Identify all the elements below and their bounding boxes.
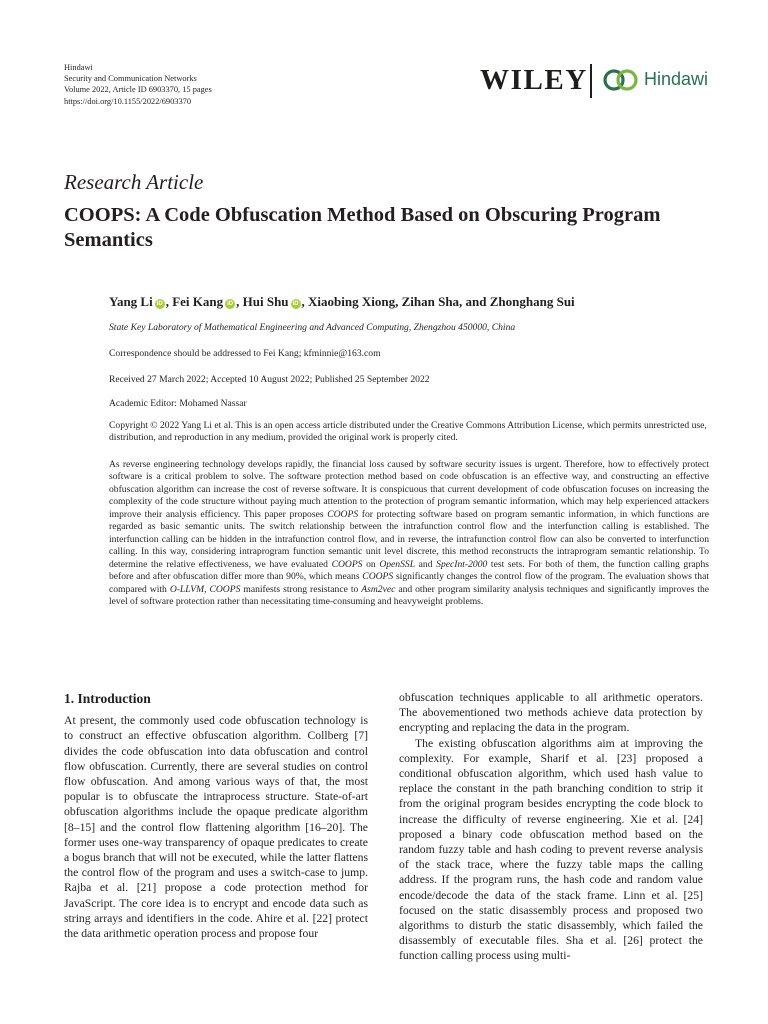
body-paragraph: The existing obfuscation algorithms aim at improving the complexity. For example, Sharif et al. [23] proposed a conditional obfuscation algorithm, which used hash value to replace the constant in the path branching condition to strip it from the original program besides encrypting the code block to increase the difficulty of reverse engineering. Xie et al. [24] proposed a binary code obfuscation method based on the random fuzzy table and hash coding to prevent reverse analysis of the stack trace, where the fuzzy table maps the calling address. If the program runs, the hash code and random value encode/decode the data of the stack frame. Linn et al. [25] focused on the static disassembly process and proposed two algorithms to disturb the static disassembly, which failed the disassembly of executable files. Sha et al. [26] protect the function calling process using multi- [399,736,703,963]
wiley-logo: WILEY [480,64,588,96]
correspondence: Correspondence should be addressed to Fei Kang; kfminnie@163.com [109,348,381,359]
publisher-logos [478,62,710,100]
left-column [64,690,368,941]
logo-divider [590,64,592,98]
abstract: As reverse engineering technology develops rapidly, the financial loss caused by software security issues is urgent. Therefore, how to effectively protect software is a critical problem to solve. The software protection method based on code obfuscation is an effective way, and constructing an effective obfuscation algorithm can increase the cost of reverse software. It is conspicuous that current development of code obfuscation focuses on increasing the complexity of the code structure without paying much attention to the protection of program semantic information, which may help experienced attackers improve their analysis efficiency. This paper proposes COOPS for protecting software based on program semantic information, in which functions are regarded as basic semantic units. The switch relationship between the intrafunction control flow and the interfunction calling is established. The interfunction calling can be hidden in the intrafunction control flow, and in reverse, the intrafunction control flow can also be converted to interfunction calling. In this way, considering intraprogram function semantic unit level discrete, this method reconstructs the intraprogram semantic relationship. To determine the relative effectiveness, we have evaluated COOPS on OpenSSL and SpecInt-2000 test sets. For both of them, the function calling graphs before and after obfuscation differ more than 90%, which means COOPS significantly changes the control flow of the program. The evaluation shows that compared with O-LLVM, COOPS manifests strong resistance to Asm2vec and other program similarity analysis techniques and significantly improves the level of software protection rather than necessitating time-consuming and heavyweight problems. [109,459,710,607]
volume-line: Volume 2022, Article ID 6903370, 15 pages [64,85,212,95]
section-heading: 1. Introduction [64,691,151,706]
affiliation: State Key Laboratory of Mathematical Engineering and Advanced Computing, Zhengzhou 450000, China [109,322,516,333]
orcid-icon[interactable]: iD [156,301,163,307]
journal-name: Security and Communication Networks [64,74,197,84]
academic-editor: Academic Editor: Mohamed Nassar [109,398,247,409]
author-name[interactable]: , Fei Kang [165,294,224,309]
orcid-icon[interactable]: iD [227,301,234,307]
right-column [399,690,703,964]
journal-metadata [64,62,212,107]
doi-link[interactable]: https://doi.org/10.1155/2022/6903370 [64,96,192,106]
hindawi-rings-icon [602,68,640,92]
article-type: Research Article [64,170,204,194]
publisher-name: Hindawi [64,63,93,72]
author-name[interactable]: , Hui Shu [236,294,289,309]
body-paragraph: obfuscation techniques applicable to all arithmetic operators. The abovementioned two methods achieve data protection by encrypting and replacing the data in the program. [399,691,703,735]
author-name[interactable]: Yang Li [109,294,153,309]
author-list [109,294,575,310]
article-title: COOPS: A Code Obfuscation Method Based on Obscuring Program Semantics [64,204,661,251]
body-paragraph: At present, the commonly used code obfuscation technology is to construct an effective obfuscation algorithm. Collberg [7] divides the code obfuscation into data obfuscation and control flow obfuscation. Currently, there are several studies on control flow obfuscation. And among various ways of that, the most popular is to obfuscate the intraprocess structure. State-of-art obfuscation algorithms include the opaque predicate algorithm [8–15] and the control flow flattening algorithm [16–20]. The former uses one-way transparency of opaque predicates to create a bogus branch that will not be executed, while the latter flattens the control flow of the program and uses a switch-case to jump. Rajba et al. [21] propose a code protection method for JavaScript. The core idea is to encrypt and encode data such as string arrays and identifiers in the code. Ahire et al. [22] protect the data arithmetic operation process and propose four [64,714,368,941]
hindawi-logo-text: Hindawi [644,69,709,89]
copyright-notice: Copyright © 2022 Yang Li et al. This is an open access article distributed under the Creative Commons Attribution License, which permits unrestricted use, distribution, and reproduction in any medium, provided the original work is properly cited. [109,420,707,444]
article-dates: Received 27 March 2022; Accepted 10 August 2022; Published 25 September 2022 [109,374,430,385]
author-names-rest: , Xiaobing Xiong, Zihan Sha, and Zhonghang Sui [301,294,575,309]
orcid-icon[interactable]: iD [292,301,299,307]
